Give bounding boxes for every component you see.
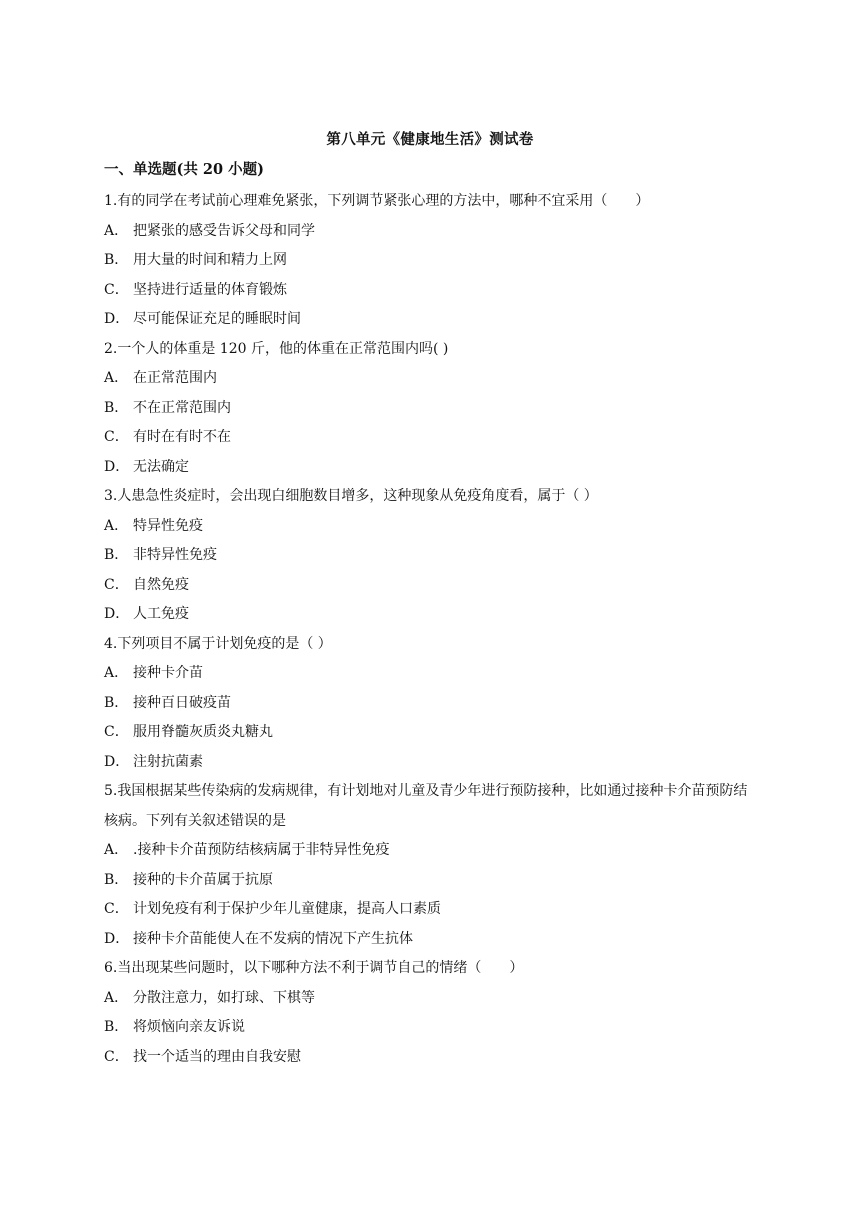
option-text: 接种卡介苗能使人在不发病的情况下产生抗体 [133,930,413,947]
question-text: 3.人患急性炎症时，会出现白细胞数目增多，这种现象从免疫角度看，属于（ ） [104,488,598,504]
option-text: 注射抗菌素 [133,753,203,770]
option-text: 用大量的时间和精力上网 [133,252,287,268]
answer-option [104,305,760,335]
option-letter: C． [104,281,129,298]
option-text: 自然免疫 [133,576,189,593]
option-letter: A． [104,665,129,681]
answer-option [104,600,760,630]
option-letter: A． [104,222,129,239]
question-text: 2.一个人的体重是 120 斤，他的体重在正常范围内吗( ) [104,340,449,357]
option-text: 服用脊髓灰质炎丸糖丸 [133,724,273,740]
question-item [104,954,760,1072]
answer-option [104,925,760,955]
option-text: 找一个适当的理由自我安慰 [133,1048,301,1065]
question-text: 4.下列项目不属于计划免疫的是（ ） [104,635,332,652]
answer-option [104,866,760,896]
option-text: 计划免疫有利于保护少年儿童健康，提高人口素质 [133,901,441,917]
answer-option [104,276,760,306]
option-letter: A． [104,989,129,1006]
question-text: 6.当出现某些问题时，以下哪种方法不利于调节自己的情绪（ ） [104,960,524,976]
answer-option [104,364,760,394]
answer-option [104,895,760,925]
answer-option [104,984,760,1014]
option-letter: B． [104,252,129,268]
question-item [104,335,760,483]
option-letter: C． [104,576,129,593]
question-item [104,482,760,630]
option-letter: B． [104,871,129,888]
option-letter: B． [104,1019,129,1035]
question-text: 5.我国根据某些传染病的发病规律，有计划地对儿童及青少年进行预防接种，比如通过接种卡介苗预防结核病。下列有关叙述错误的是 [104,783,748,829]
answer-option [104,748,760,778]
option-text: 人工免疫 [133,606,189,622]
option-text: 不在正常范围内 [133,399,231,416]
option-text: 无法确定 [133,458,189,475]
answer-option [104,836,760,866]
answer-option [104,659,760,689]
option-text: 尽可能保证充足的睡眠时间 [133,311,301,327]
option-text: 接种百日破疫苗 [133,694,231,711]
option-text: 将烦恼向亲友诉说 [133,1019,245,1035]
option-text: 在正常范围内 [133,370,217,386]
answer-option [104,718,760,748]
option-text: 特异性免疫 [133,517,203,534]
answer-option [104,689,760,719]
option-text: 有时在有时不在 [133,429,231,445]
option-text: .接种卡介苗预防结核病属于非特异性免疫 [133,842,390,858]
answer-option [104,217,760,247]
answer-option [104,512,760,542]
option-letter: B． [104,399,129,416]
option-text: 坚持进行适量的体育锻炼 [133,281,287,298]
answer-option [104,541,760,571]
option-letter: C． [104,724,129,740]
option-letter: A． [104,842,129,858]
option-text: 接种的卡介苗属于抗原 [133,871,273,888]
option-text: 非特异性免疫 [133,547,217,563]
question-list [104,187,760,1072]
option-text: 分散注意力，如打球、下棋等 [133,989,315,1006]
option-letter: D． [104,458,130,475]
option-text: 把紧张的感受告诉父母和同学 [133,222,315,239]
answer-option [104,394,760,424]
option-letter: B． [104,694,129,711]
answer-option [104,1013,760,1043]
option-letter: D． [104,606,130,622]
question-item [104,777,760,954]
option-letter: B． [104,547,129,563]
option-letter: C． [104,1048,129,1065]
option-letter: D． [104,311,130,327]
question-text: 1.有的同学在考试前心理难免紧张，下列调节紧张心理的方法中，哪种不宜采用（ ） [104,193,650,209]
answer-option [104,246,760,276]
answer-option [104,1043,760,1073]
option-letter: D． [104,753,130,770]
question-item [104,630,760,778]
answer-option [104,571,760,601]
option-text: 接种卡介苗 [133,665,203,681]
option-letter: A． [104,370,129,386]
page-title: 第八单元《健康地生活》测试卷 [326,131,534,148]
answer-option [104,453,760,483]
option-letter: D． [104,930,130,947]
question-item [104,187,760,335]
option-letter: A． [104,517,129,534]
option-letter: C． [104,901,129,917]
option-letter: C． [104,429,129,445]
section-heading: 一、单选题(共 20 小题) [104,161,264,178]
answer-option [104,423,760,453]
